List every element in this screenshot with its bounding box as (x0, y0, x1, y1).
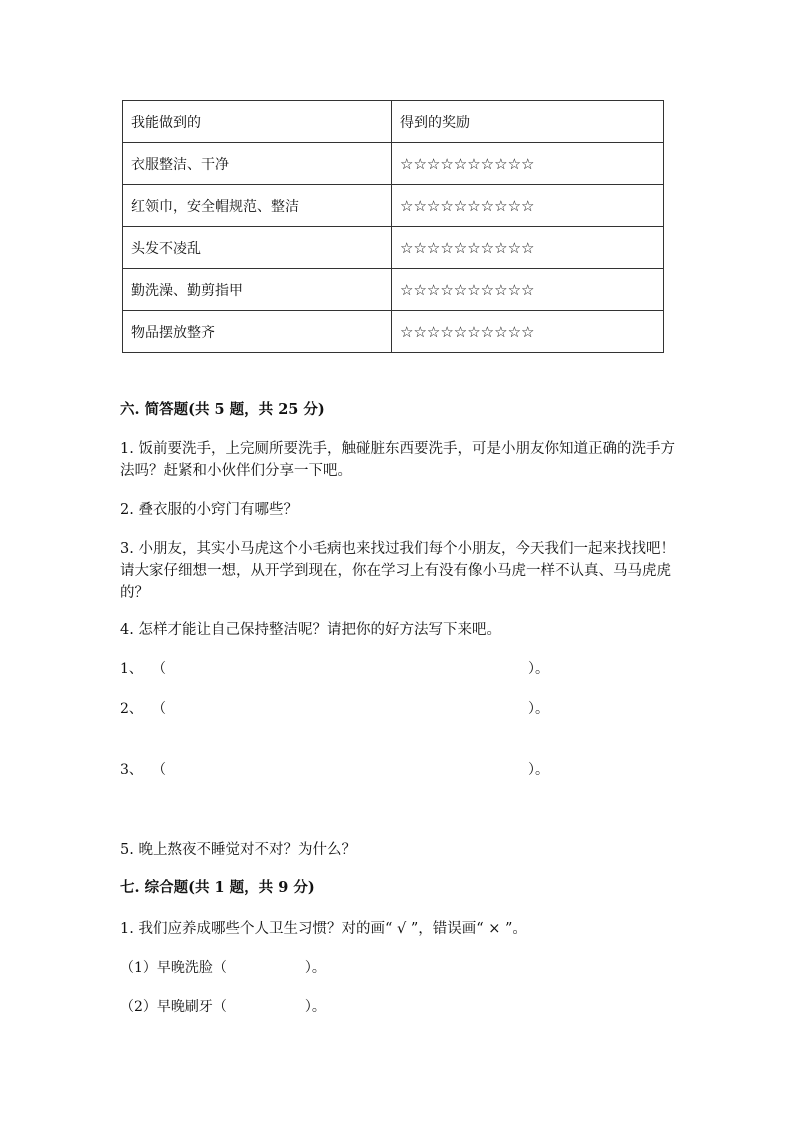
habit-label: （1）早晚洗脸（ (120, 960, 227, 976)
table-header-row (123, 101, 664, 143)
blank-open-paren: （ (152, 762, 166, 778)
blank-open-paren: （ (152, 661, 166, 677)
table-cell-item: 头发不凌乱 (123, 227, 392, 269)
section7-question-1: 1. 我们应养成哪些个人卫生习惯？对的画“ √ ”，错误画“ × ”。 (120, 921, 527, 937)
table-cell-stars: ☆☆☆☆☆☆☆☆☆☆ (392, 185, 664, 227)
section7-heading: 七. 综合题(共 1 题，共 9 分) (120, 879, 315, 896)
blank-number: 3、 (120, 762, 143, 778)
table-cell-stars: ☆☆☆☆☆☆☆☆☆☆ (392, 227, 664, 269)
habit-item-1[interactable] (120, 957, 326, 979)
question-5: 5. 晚上熬夜不睡觉对不对？为什么？ (120, 842, 356, 858)
table-cell-item: 勤洗澡、勤剪指甲 (123, 269, 392, 311)
habit-close: ）。 (304, 999, 326, 1015)
table-cell-item: 衣服整洁、干净 (123, 143, 392, 185)
table-cell-item: 红领巾，安全帽规范、整洁 (123, 185, 392, 227)
blank-close-paren: ）。 (528, 701, 549, 717)
table-row (123, 269, 664, 311)
table-cell-item: 物品摆放整齐 (123, 311, 392, 353)
blank-close-paren: ）。 (528, 762, 549, 778)
table-cell-stars: ☆☆☆☆☆☆☆☆☆☆ (392, 311, 664, 353)
habit-close: ）。 (304, 960, 326, 976)
table-row (123, 143, 664, 185)
table-header-cell: 我能做到的 (123, 101, 392, 143)
table-cell-stars: ☆☆☆☆☆☆☆☆☆☆ (392, 143, 664, 185)
blank-number: 2、 (120, 701, 143, 717)
question-1: 1. 饭前要洗手，上完厕所要洗手，触碰脏东西要洗手，可是小朋友你知道正确的洗手方法吗？赶紧和小伙伴们分享一下吧。 (120, 441, 675, 479)
blank-close-paren: ）。 (528, 661, 549, 677)
question-4: 4. 怎样才能让自己保持整洁呢？请把你的好方法写下来吧。 (120, 622, 501, 638)
table-row (123, 311, 664, 353)
table-row (123, 185, 664, 227)
section6-heading: 六. 简答题(共 5 题，共 25 分) (120, 401, 325, 418)
reward-table (122, 100, 664, 353)
table-cell-stars: ☆☆☆☆☆☆☆☆☆☆ (392, 269, 664, 311)
question-2: 2. 叠衣服的小窍门有哪些？ (120, 502, 298, 518)
table-header-cell: 得到的奖励 (392, 101, 664, 143)
habit-label: （2）早晚刷牙（ (120, 999, 227, 1015)
habit-item-2[interactable] (120, 996, 326, 1018)
blank-open-paren: （ (152, 701, 166, 717)
table-row (123, 227, 664, 269)
blank-number: 1、 (120, 661, 143, 677)
question-3: 3. 小朋友，其实小马虎这个小毛病也来找过我们每个小朋友，今天我们一起来找找吧！请大家仔细想一想，从开学到现在，你在学习上有没有像小马虎一样不认真、马马虎虎的？ (120, 541, 675, 601)
